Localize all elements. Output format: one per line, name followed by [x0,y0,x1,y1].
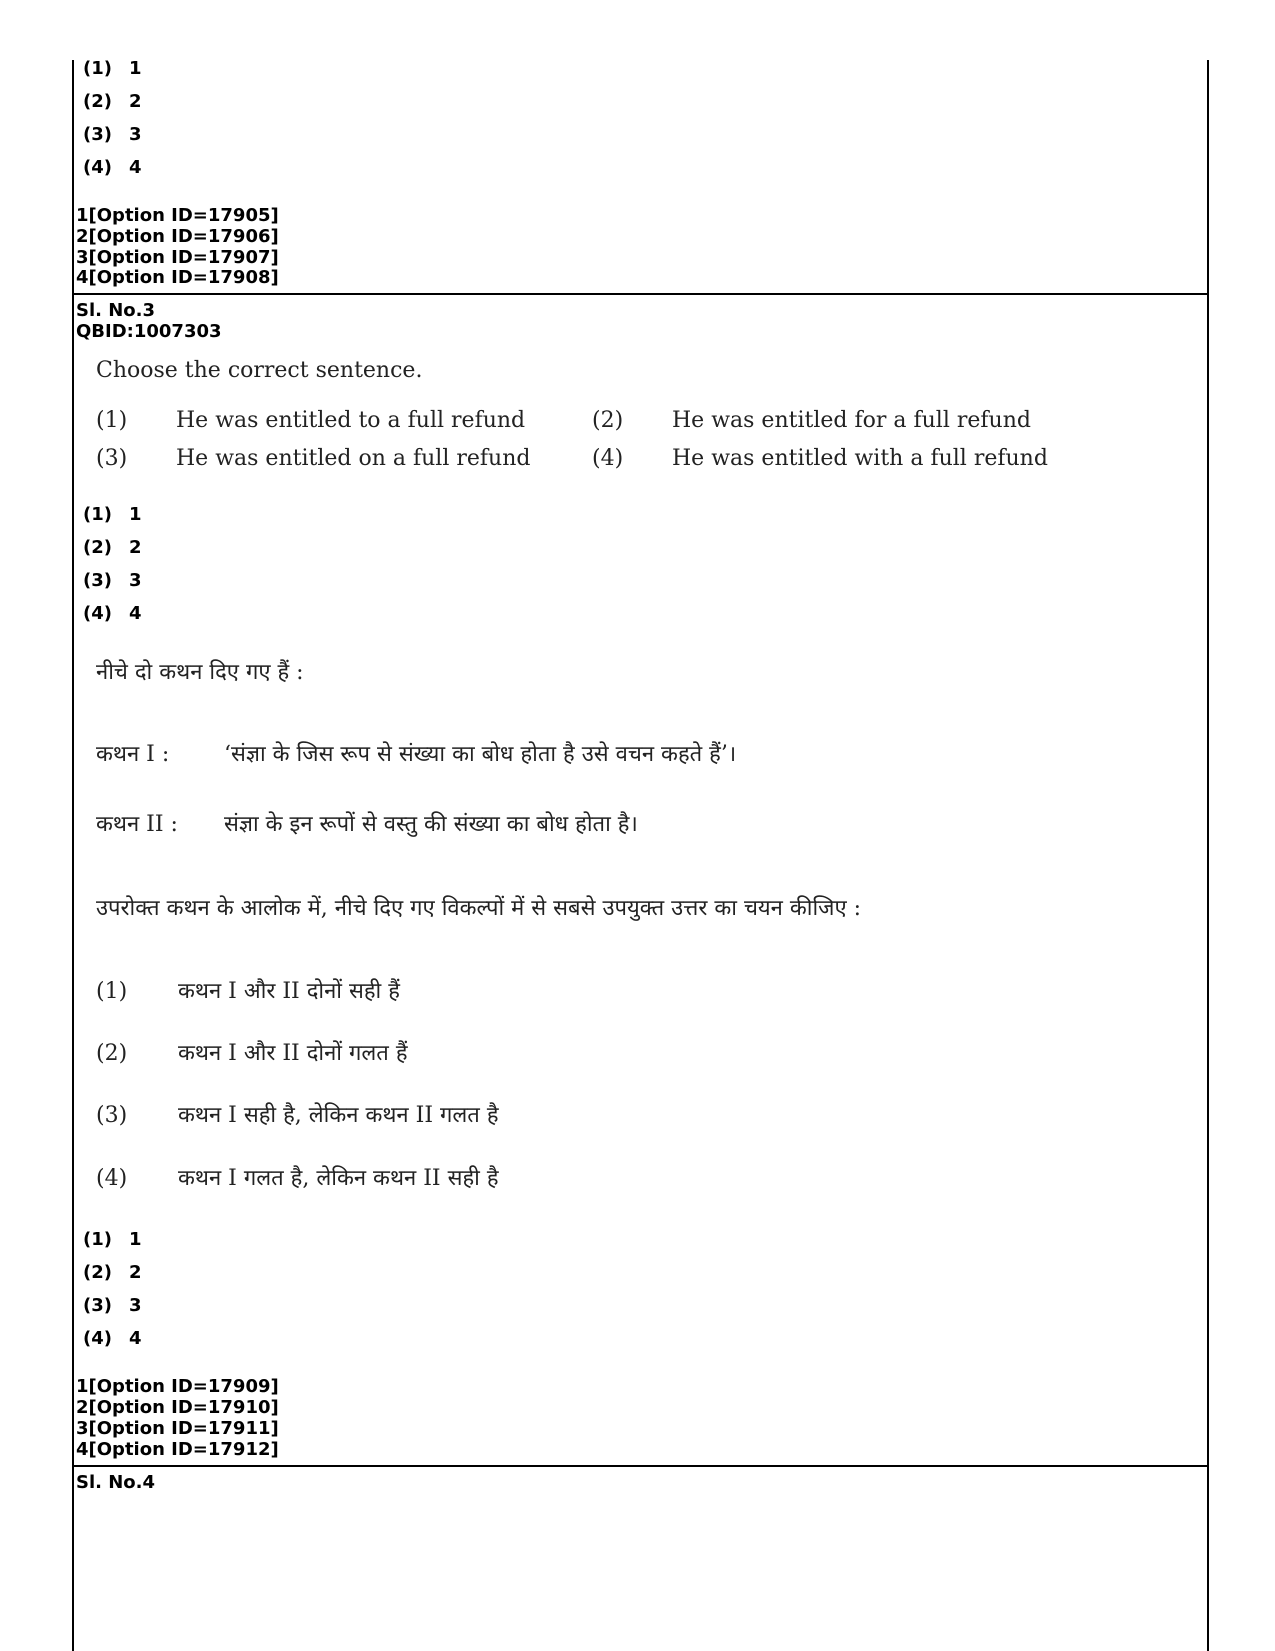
answer-choice: (1) 1 [83,504,142,525]
section-divider [72,1465,1209,1467]
hindi-option: (1) कथन I और II दोनों सही हैं [96,979,400,1004]
hindi-option: (3) कथन I सही है, लेकिन कथन II गलत है [96,1103,499,1128]
option-id-line: 4[Option ID=17908] [76,267,279,288]
question-bank-id: QBID:1007303 [76,321,222,342]
option-id-line: 3[Option ID=17907] [76,247,279,268]
answer-choice: (2) 2 [83,537,142,558]
statement-one: कथन I : ‘संज्ञा के जिस रूप से संख्या का बोध होता है उसे वचन कहते हैं’। [96,742,737,767]
answer-choice: (1) 1 [83,58,142,79]
hindi-option: (4) कथन I गलत है, लेकिन कथन II सही है [96,1166,499,1191]
question-option: (2) He was entitled for a full refund [592,408,1031,433]
option-id-line: 3[Option ID=17911] [76,1418,279,1439]
question-text: Choose the correct sentence. [96,358,423,383]
question-option: (4) He was entitled with a full refund [592,446,1048,471]
hindi-instruction: उपरोक्त कथन के आलोक में, नीचे दिए गए विकल्पों में से सबसे उपयुक्त उत्तर का चयन कीजिए : [96,896,862,921]
answer-choice: (3) 3 [83,570,142,591]
option-id-line: 4[Option ID=17912] [76,1439,279,1460]
serial-number: Sl. No.3 [76,300,156,321]
answer-choice: (2) 2 [83,1262,142,1283]
answer-choice: (2) 2 [83,91,142,112]
question-option: (1) He was entitled to a full refund [96,408,526,433]
serial-number: Sl. No.4 [76,1472,156,1493]
option-id-line: 2[Option ID=17910] [76,1397,279,1418]
question-option: (3) He was entitled on a full refund [96,446,531,471]
option-id-line: 1[Option ID=17909] [76,1376,279,1397]
option-id-line: 1[Option ID=17905] [76,205,279,226]
hindi-option: (2) कथन I और II दोनों गलत हैं [96,1041,408,1066]
answer-choice: (4) 4 [83,157,142,178]
answer-choice: (3) 3 [83,124,142,145]
statement-two: कथन II : संज्ञा के इन रूपों से वस्तु की संख्या का बोध होता है। [96,812,638,837]
hindi-intro: नीचे दो कथन दिए गए हैं : [96,660,304,685]
option-id-line: 2[Option ID=17906] [76,226,279,247]
answer-choice: (3) 3 [83,1295,142,1316]
answer-choice: (4) 4 [83,603,142,624]
answer-choice: (1) 1 [83,1229,142,1250]
answer-choice: (4) 4 [83,1328,142,1349]
section-divider [72,293,1209,295]
